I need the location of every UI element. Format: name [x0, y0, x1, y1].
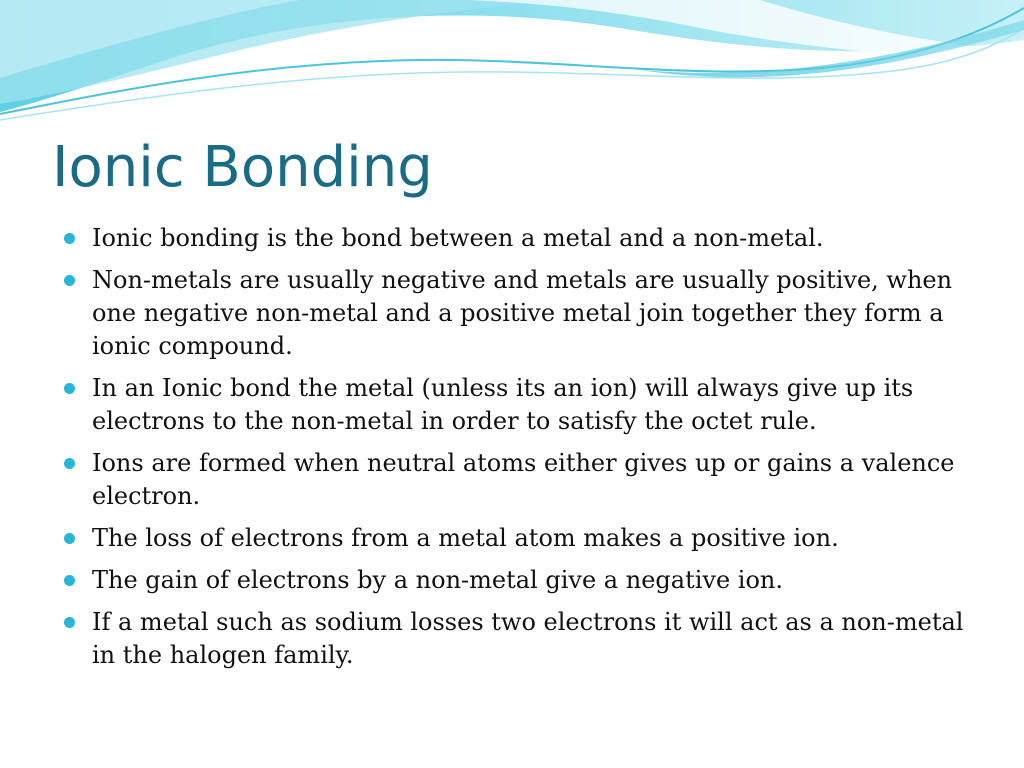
- bullet-dot-icon: [64, 383, 75, 394]
- bullet-dot-icon: [64, 233, 75, 244]
- bullet-text: The gain of electrons by a non-metal give a negative ion.: [92, 566, 783, 594]
- bullet-item: [64, 447, 964, 513]
- bullet-item: [64, 564, 964, 597]
- header-wave-decoration: [0, 0, 1024, 130]
- bullet-text: If a metal such as sodium losses two electrons it will act as a non-metal in the halogen family.: [92, 608, 964, 669]
- bullet-dot-icon: [64, 533, 75, 544]
- bullet-text: The loss of electrons from a metal atom makes a positive ion.: [92, 524, 839, 552]
- bullet-text: Ions are formed when neutral atoms either gives up or gains a valence electron.: [92, 449, 955, 510]
- bullet-item: [64, 606, 964, 672]
- bullet-item: [64, 222, 964, 255]
- bullet-item: [64, 264, 964, 363]
- bullet-list: [64, 222, 964, 681]
- bullet-text: In an Ionic bond the metal (unless its an ion) will always give up its electrons to the non-metal in order to satisfy the octet rule.: [92, 374, 914, 435]
- bullet-item: [64, 522, 964, 555]
- bullet-dot-icon: [64, 275, 75, 286]
- bullet-dot-icon: [64, 617, 75, 628]
- slide-title: Ionic Bonding: [52, 135, 433, 200]
- bullet-text: Ionic bonding is the bond between a metal and a non-metal.: [92, 224, 824, 252]
- bullet-dot-icon: [64, 458, 75, 469]
- bullet-text: Non-metals are usually negative and metals are usually positive, when one negative non-metal and a positive metal join together they form a ionic compound.: [92, 266, 953, 360]
- bullet-item: [64, 372, 964, 438]
- bullet-dot-icon: [64, 575, 75, 586]
